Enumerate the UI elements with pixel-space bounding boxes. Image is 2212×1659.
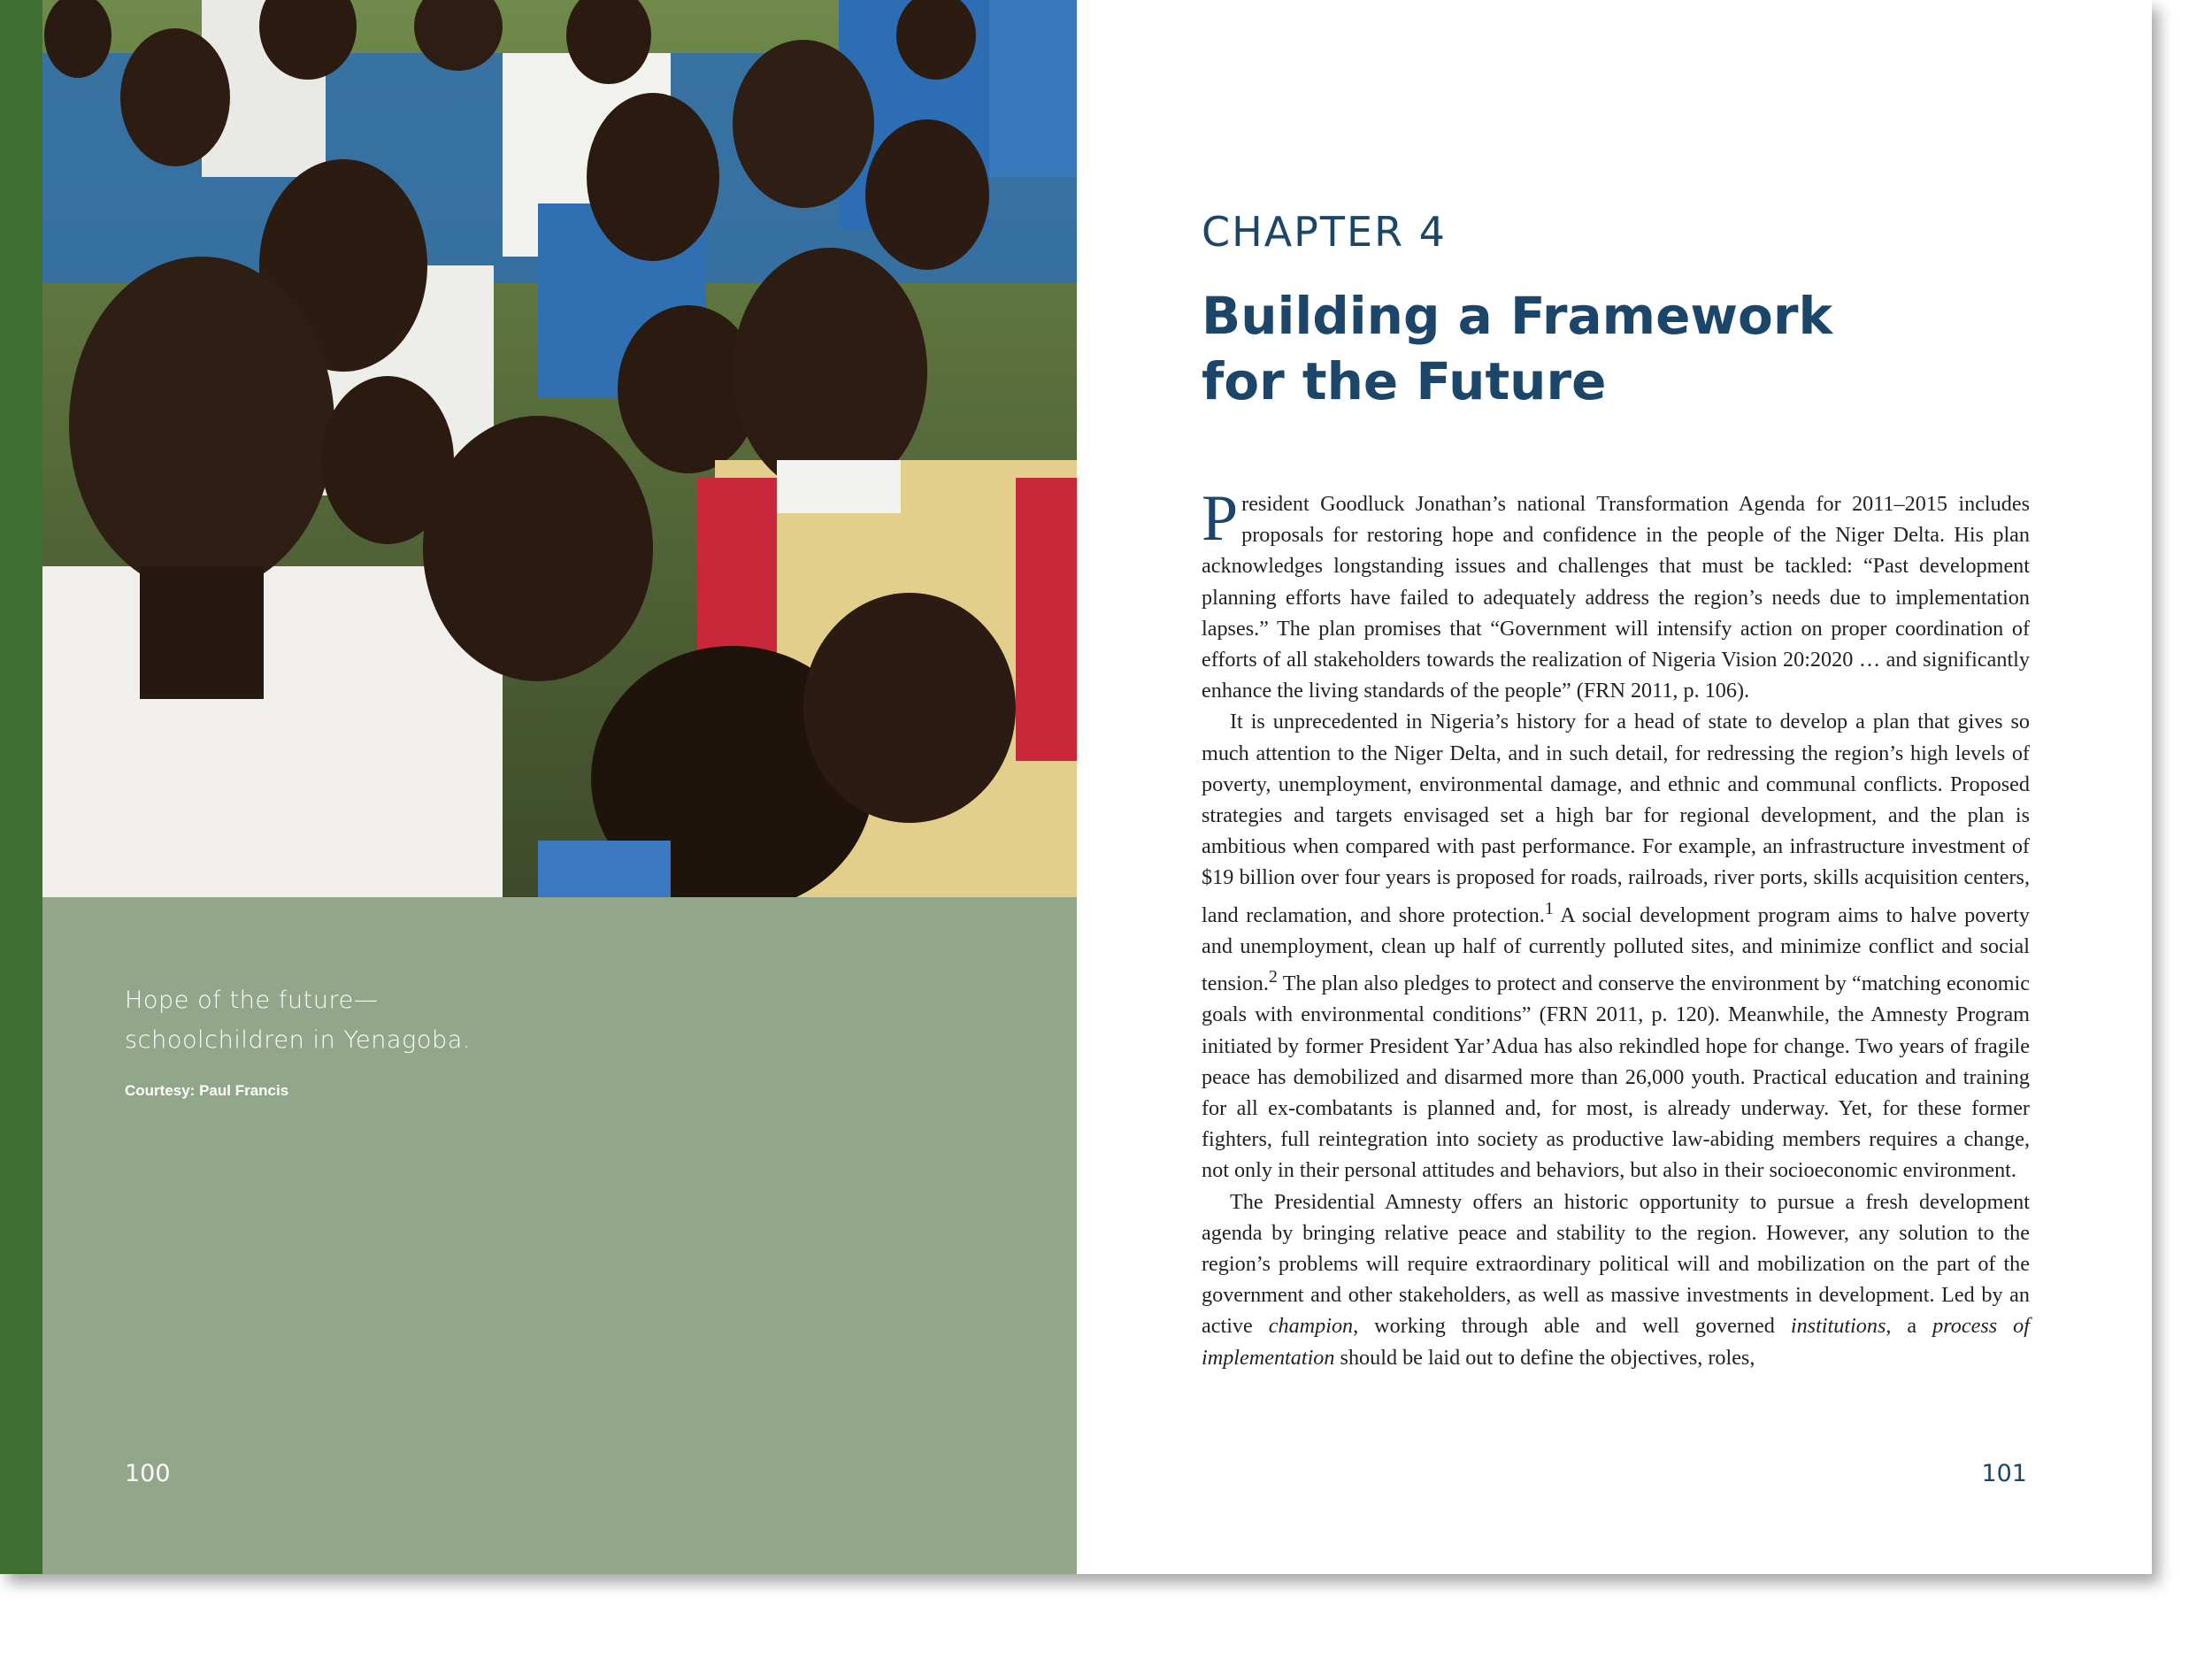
chapter-title-line-1: Building a Framework [1202, 286, 1833, 346]
emphasis-institutions: institutions, [1790, 1314, 1892, 1339]
caption-line-1: Hope of the future— [125, 987, 379, 1014]
emphasis-champion: champion [1268, 1314, 1354, 1339]
photo-credit: Courtesy: Paul Francis [125, 1082, 289, 1099]
paragraph-3-text-b: , working through able and well governed [1353, 1314, 1791, 1339]
page-number-left: 100 [125, 1460, 171, 1487]
caption-line-2: schoolchildren in Yenagoba. [125, 1026, 472, 1054]
paragraph-3-text-c: a [1891, 1314, 1933, 1339]
paragraph-2-text-b: A social development program aims to halve poverty and unemployment, clean up half of currently polluted sites, and minimize conflict and social tension. [1202, 902, 2030, 996]
drop-cap: P [1202, 482, 1239, 555]
page-number-right: 101 [1981, 1460, 2027, 1487]
photo-caption [125, 980, 744, 1060]
footnote-ref-2: 2 [1268, 967, 1278, 987]
chapter-label: CHAPTER 4 [1202, 208, 1447, 256]
paragraph-2 [1202, 706, 2030, 1186]
paragraph-3-text-d: should be laid out to define the objectives, roles, [1334, 1345, 1755, 1370]
paragraph-1-text: resident Goodluck Jonathan’s national Transformation Agenda for 2011–2015 includes proposals for restoring hope and confidence in the people of the Niger Delta. His plan acknowledges longstanding issues and challenges that must be tackled: “Past development planning efforts have failed to adequately address the region’s needs due to implementation lapses.” The plan promises that “Government will intensify action on proper coordination of efforts of all stakeholders towards the realization of Nigeria Vision 20:2020 … and significantly enhance the living standards of the people” (FRN 2011, p. 106). [1202, 492, 2030, 703]
paragraph-2-text-a: It is unprecedented in Nigeria’s history for a head of state to develop a plan that gives so much attention to the Niger Delta, and in such detail, for redressing the region’s high levels of poverty, unemployment, environmental damage, and ethnic and communal conflicts. Proposed strategies and targets envisaged set a high bar for regional development, and the plan is ambitious when compared with past performance. For example, an infrastructure investment of $19 billion over four years is proposed for roads, railroads, river ports, skills acquisition centers, land reclamation, and shore protection. [1202, 710, 2030, 927]
paragraph-3 [1202, 1187, 2030, 1373]
emphasis-process: process of implementation [1202, 1314, 2030, 1370]
body-text [1202, 482, 2030, 1373]
paragraph-2-text-c: The plan also pledges to protect and conserve the environment by “matching economic goals with environmental conditions” (FRN 2011, p. 120). Meanwhile, the Amnesty Program initiated by former President Yar’Adua has also rekindled hope for change. Two years of fragile peace has demobilized and disarmed more than 26,000 youth. Practical education and training for all ex-combatants is planned and, for most, is already underway. Yet, for these former fighters, full reintegration into society as productive law-abiding members requires a change, not only in their personal attitudes and behaviors, but also in their socioeconomic environment. [1202, 972, 2030, 1183]
spine-band [0, 0, 42, 1574]
footnote-ref-1: 1 [1544, 898, 1554, 918]
chapter-title-line-2: for the Future [1202, 351, 1607, 411]
paragraph-1 [1202, 482, 2030, 706]
right-page [1077, 0, 2152, 1574]
paragraph-3-text-a: The Presidential Amnesty offers an historic opportunity to pursue a fresh development agenda by bringing relative peace and stability to the region. However, any solution to the region’s problems will require extraordinary political will and mobilization on the part of the government and other stakeholders, as well as massive investments in development. Led by an active [1202, 1189, 2030, 1339]
photo-illustration [42, 0, 1077, 897]
schoolchildren-photo [42, 0, 1077, 897]
chapter-title [1202, 283, 1998, 414]
left-page [0, 0, 1077, 1574]
